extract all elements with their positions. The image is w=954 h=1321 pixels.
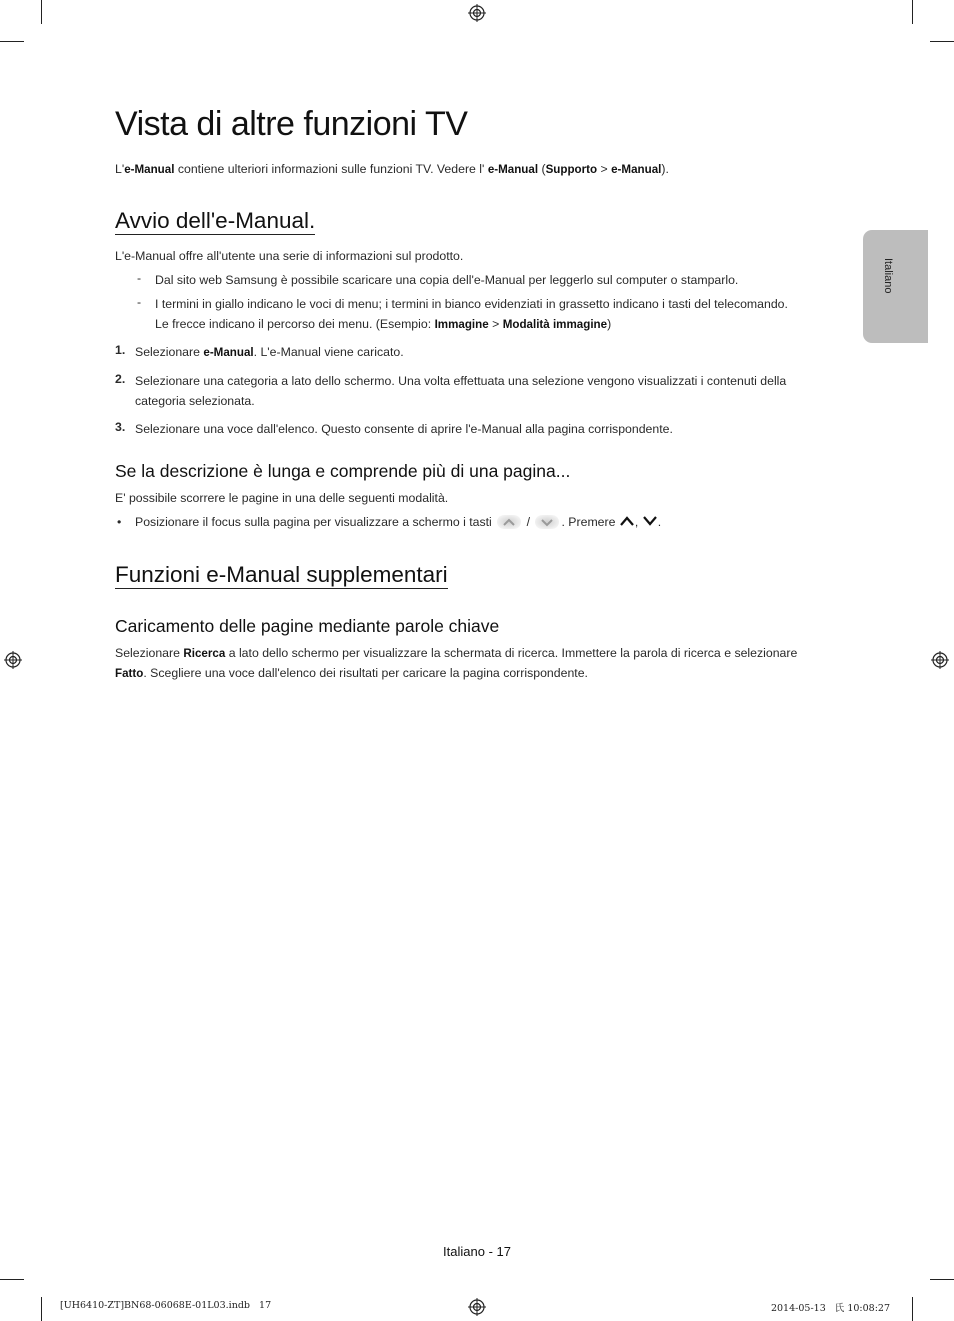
up-arrow-icon (619, 515, 635, 527)
paragraph-text: a lato dello schermo per visualizzare la schermata di ricerca. Immettere la parola di ricerca e selezionare (225, 646, 798, 660)
step-text-part: . L'e-Manual viene caricato. (253, 345, 404, 359)
subsection-heading: Caricamento delle pagine mediante parole chiave (115, 616, 500, 636)
registration-mark-icon (468, 1298, 486, 1316)
list-item-text: ) (607, 316, 612, 331)
step-text-line: Selezionare una categoria a lato dello schermo. Una volta effettuata una selezione vengono visualizzati i contenuti della (135, 374, 787, 388)
menu-term: Ricerca (183, 647, 226, 660)
intro-paragraph (115, 160, 669, 180)
list-item (135, 513, 661, 533)
paragraph-text: . Scegliere una voce dall'elenco dei risultati per caricare la pagina corrispondente. (143, 665, 588, 680)
paragraph-line (115, 664, 797, 684)
crop-mark (930, 1279, 954, 1280)
menu-term: Supporto (545, 163, 598, 176)
menu-term: e-Manual (203, 346, 254, 359)
comma-separator: , (634, 515, 639, 529)
scroll-up-key-icon (497, 515, 521, 529)
list-item (155, 295, 788, 334)
subsection-lead: E' possibile scorrere le pagine in una delle seguenti modalità. (115, 491, 449, 505)
menu-term: e-Manual (611, 163, 662, 176)
registration-mark-icon (468, 4, 486, 22)
page-number: Italiano - 17 (443, 1244, 511, 1259)
menu-term: e-Manual (124, 163, 175, 176)
period: . (657, 515, 662, 529)
crop-mark (912, 1297, 913, 1321)
intro-text: ( (538, 162, 546, 176)
dash-marker: - (137, 271, 142, 285)
page-title: Vista di altre funzioni TV (115, 105, 468, 143)
menu-term: Modalità immagine (502, 317, 608, 331)
crop-mark (41, 1297, 42, 1321)
crop-mark (912, 0, 913, 24)
intro-text: contiene ulteriori informazioni sulle funzioni TV. Vedere l' (174, 162, 488, 176)
intro-text: ). (661, 162, 669, 176)
path-separator: > (597, 162, 612, 176)
step-number: 3. (115, 420, 126, 434)
crop-mark (930, 41, 954, 42)
list-item: Dal sito web Samsung è possibile scaricare una copia dell'e-Manual per leggerlo sul computer o stamparlo. (155, 273, 739, 287)
section-heading: Funzioni e-Manual supplementari (115, 562, 448, 587)
path-separator: > (488, 316, 503, 331)
menu-term: Fatto (115, 666, 144, 680)
list-item-line: I termini in giallo indicano le voci di menu; i termini in bianco evidenziati in grassetto indicano i tasti del telecomando. (155, 297, 788, 311)
step-text-part: Selezionare (135, 345, 204, 359)
language-side-tab-label: Italiano (882, 258, 894, 294)
list-item-text: Le frecce indicano il percorso dei menu. (Esempio: (155, 316, 435, 331)
intro-text: L' (115, 162, 125, 176)
bullet-marker: • (117, 515, 122, 529)
step-text: Selezionare una voce dall'elenco. Questo consente di aprire l'e-Manual alla pagina corrispondente. (135, 422, 673, 436)
registration-mark-icon (4, 651, 22, 669)
print-slug-right: 2014-05-13 氏 10:08:27 (770, 1303, 890, 1314)
down-arrow-icon (642, 515, 658, 527)
section-lead: L'e-Manual offre all'utente una serie di informazioni sul prodotto. (115, 249, 464, 263)
step-text-line: categoria selezionata. (135, 393, 255, 408)
list-item-line (155, 315, 788, 335)
list-item-text: Posizionare il focus sulla pagina per visualizzare a schermo i tasti (135, 515, 492, 529)
step-text (135, 372, 786, 411)
crop-mark (0, 41, 24, 42)
crop-mark (0, 1279, 24, 1280)
menu-term: e-Manual (487, 163, 539, 176)
subsection-heading: Se la descrizione è lunga e comprende più di una pagina... (115, 461, 571, 481)
crop-mark (41, 0, 42, 24)
step-number: 2. (115, 372, 126, 386)
scroll-down-key-icon (535, 515, 559, 529)
menu-term: Immagine (434, 317, 489, 331)
print-slug-left: [UH6410-ZT]BN68-06068E-01L03.indb 17 (60, 1300, 272, 1311)
paragraph-line (115, 644, 797, 664)
section-heading: Avvio dell'e-Manual. (115, 208, 316, 233)
step-text (135, 343, 404, 363)
dash-marker: - (137, 295, 142, 309)
paragraph-text: Selezionare (115, 646, 184, 660)
step-number: 1. (115, 343, 126, 357)
section-paragraph (115, 644, 797, 683)
list-item-text: . Premere (561, 515, 616, 529)
registration-mark-icon (931, 651, 949, 669)
slash-separator: / (526, 515, 531, 529)
